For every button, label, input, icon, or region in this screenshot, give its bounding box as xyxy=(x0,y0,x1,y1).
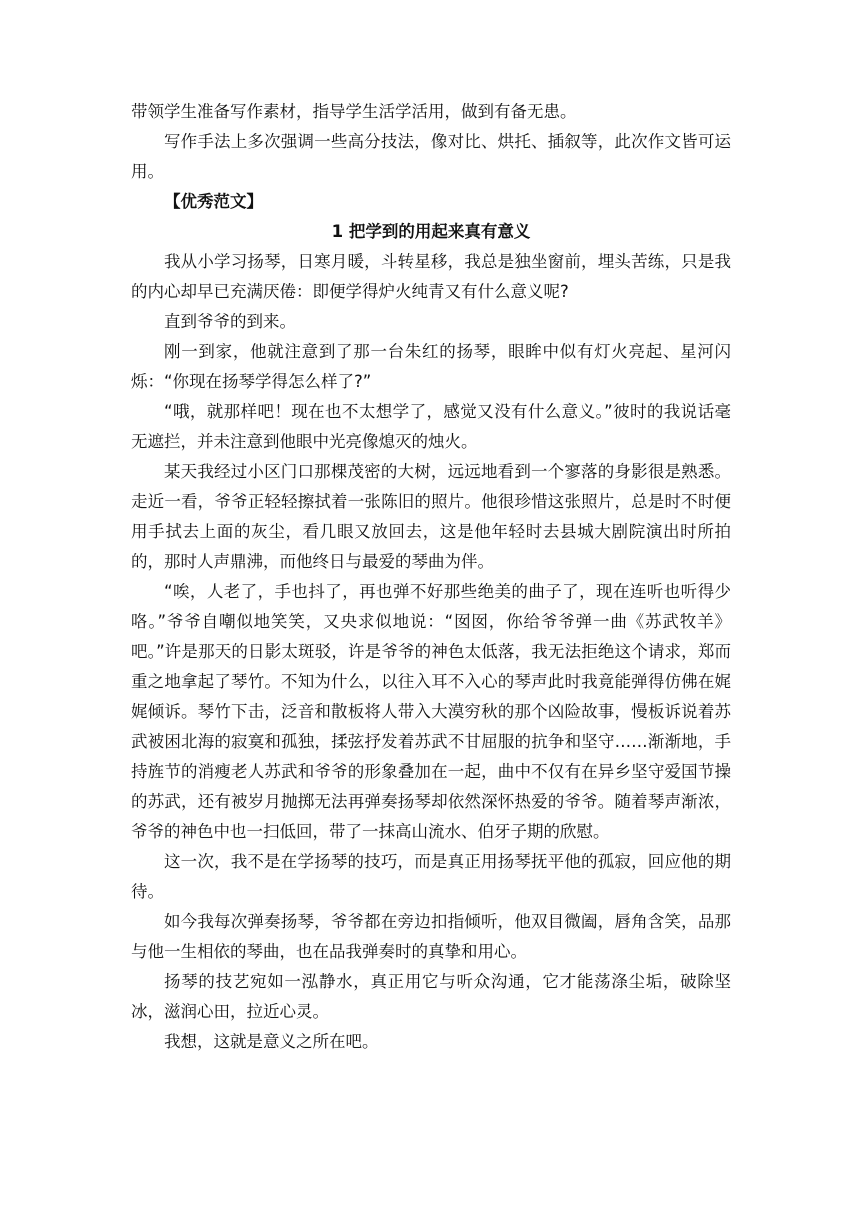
essay-paragraph: 扬琴的技艺宛如一泓静水，真正用它与听众沟通，它才能荡涤尘垢，破除坚冰，滋润心田，拉近心灵。 xyxy=(131,972,731,1021)
essay-paragraph: 如今我每次弹奏扬琴，爷爷都在旁边扣指倾听，他双目微阖，唇角含笑，品那与他一生相依的琴曲，也在品我弹奏时的真挚和用心。 xyxy=(131,912,731,961)
intro-paragraph: 写作手法上多次强调一些高分技法，像对比、烘托、插叙等，此次作文皆可运用。 xyxy=(131,132,731,181)
essay-paragraph: 直到爷爷的到来。 xyxy=(164,312,296,331)
essay-paragraph: 某天我经过小区门口那棵茂密的大树，远远地看到一个寥落的身影很是熟悉。走近一看，爷爷正轻轻擦拭着一张陈旧的照片。他很珍惜这张照片，总是时不时便用手拭去上面的灰尘，看几眼又放回去，这是他年轻时去县城大剧院演出时所拍的，那时人声鼎沸，而他终日与最爱的琴曲为伴。 xyxy=(131,462,731,571)
section-label: 【优秀范文】 xyxy=(164,192,263,211)
essay-paragraph: 我从小学习扬琴，日寒月暖，斗转星移，我总是独坐窗前，埋头苦练，只是我的内心却早已充满厌倦：即便学得炉火纯青又有什么意义呢? xyxy=(131,252,731,301)
essay-title: 1 把学到的用起来真有意义 xyxy=(331,222,531,241)
essay-paragraph: 我想，这就是意义之所在吧。 xyxy=(164,1032,379,1051)
intro-paragraph: 带领学生准备写作素材，指导学生活学活用，做到有备无患。 xyxy=(131,102,577,121)
document-page xyxy=(131,97,731,1057)
essay-paragraph: “哦，就那样吧！现在也不太想学了，感觉又没有什么意义。”彼时的我说话毫无遮拦，并未注意到他眼中光亮像熄灭的烛火。 xyxy=(131,402,731,451)
essay-paragraph: 刚一到家，他就注意到了那一台朱红的扬琴，眼眸中似有灯火亮起、星河闪烁：“你现在扬琴学得怎么样了?” xyxy=(131,342,731,391)
essay-paragraph: 这一次，我不是在学扬琴的技巧，而是真正用扬琴抚平他的孤寂，回应他的期待。 xyxy=(131,852,731,901)
essay-paragraph: “唉，人老了，手也抖了，再也弹不好那些绝美的曲子了，现在连听也听得少咯。”爷爷自嘲似地笑笑，又央求似地说：“囡囡，你给爷爷弹一曲《苏武牧羊》吧。”许是那天的日影太斑驳，许是爷爷的神色太低落，我无法拒绝这个请求，郑而重之地拿起了琴竹。不知为什么，以往入耳不入心的琴声此时我竟能弹得仿佛在娓娓倾诉。琴竹下击，泛音和散板将人带入大漠穷秋的那个凶险故事，慢板诉说着苏武被困北海的寂寞和孤独，揉弦抒发着苏武不甘屈服的抗争和坚守……渐渐地，手持旌节的消瘦老人苏武和爷爷的形象叠加在一起，曲中不仅有在异乡坚守爱国节操的苏武，还有被岁月抛掷无法再弹奏扬琴却依然深怀热爱的爷爷。随着琴声渐浓，爷爷的神色中也一扫低回，带了一抹高山流水、伯牙子期的欣慰。 xyxy=(131,582,731,841)
